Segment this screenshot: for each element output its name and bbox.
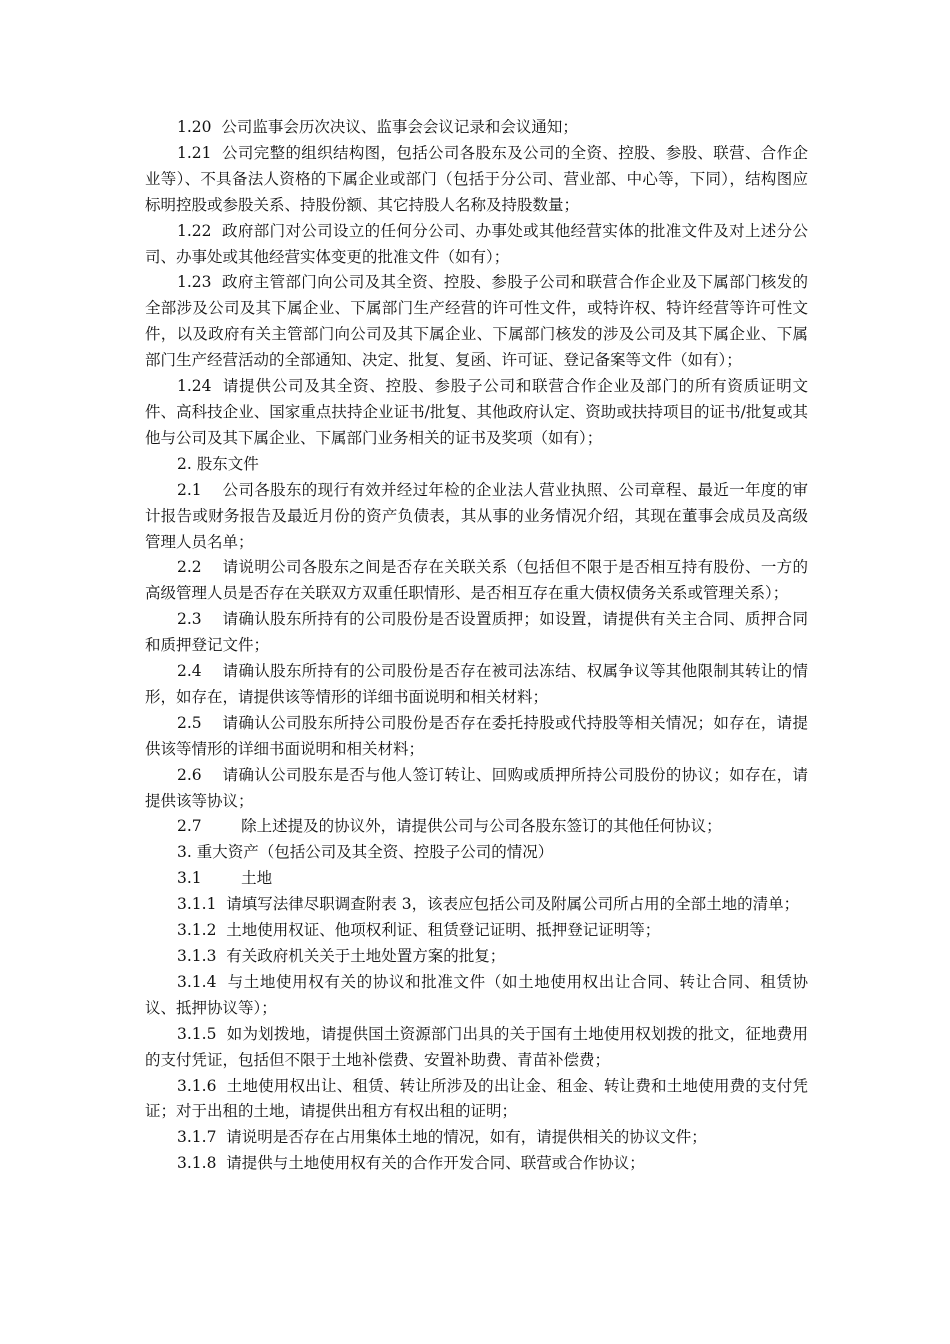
paragraph-2-7: 2.7 除上述提及的协议外，请提供公司与公司各股东签订的其他任何协议； — [177, 817, 722, 836]
paragraph-3-1-8: 3.1.8 请提供与土地使用权有关的合作开发合同、联营或合作协议； — [177, 1154, 645, 1173]
paragraph-2-3: 2.3 请确认股东所持有的公司股份是否设置质押；如设置，请提供有关主合同、质押合同和质押登记文件； — [145, 610, 808, 655]
paragraph-1-24: 1.24 请提供公司及其全资、控股、参股子公司和联营合作企业及部门的所有资质证明文件、高科技企业、国家重点扶持企业证书/批复、其他政府认定、资助或扶持项目的证书/批复或其他与公司及其下属企业、下属部门业务相关的证书及奖项（如有）； — [145, 377, 808, 447]
paragraph-3-1-5: 3.1.5 如为划拨地，请提供国土资源部门出具的关于国有土地使用权划拨的批文，征地费用的支付凭证，包括但不限于土地补偿费、安置补助费、青苗补偿费； — [145, 1024, 808, 1069]
paragraph-3-1-6: 3.1.6 土地使用权出让、租赁、转让所涉及的出让金、租金、转让费和土地使用费的支付凭证；对于出租的土地，请提供出租方有权出租的证明； — [145, 1076, 808, 1121]
paragraph-2-6: 2.6 请确认公司股东是否与他人签订转让、回购或质押所持公司股份的协议；如存在，请提供该等协议； — [145, 765, 808, 810]
paragraph-3-1-3: 3.1.3 有关政府机关关于土地处置方案的批复； — [177, 947, 506, 965]
paragraph-1-22: 1.22 政府部门对公司设立的任何分公司、办事处或其他经营实体的批准文件及对上述分公司、办事处或其他经营实体变更的批准文件（如有）； — [145, 221, 808, 266]
paragraph-2-5: 2.5 请确认公司股东所持公司股份是否存在委托持股或代持股等相关情况；如存在，请提供该等情形的详细书面说明和相关材料； — [145, 713, 808, 758]
section-heading-3: 3. 重大资产（包括公司及其全资、控股子公司的情况） — [177, 843, 554, 862]
paragraph-1-20: 1.20 公司监事会历次决议、监事会会议记录和会议通知； — [177, 118, 578, 136]
section-heading-2: 2. 股东文件 — [177, 454, 259, 473]
paragraph-1-23: 1.23 政府主管部门向公司及其全资、控股、参股子公司和联营合作企业及下属部门核发的全部涉及公司及其下属企业、下属部门生产经营的许可性文件，或特许权、特许经营等许可性文件，以及政府有关主管部门向公司及其下属企业、下属部门核发的涉及公司及其下属企业、下属部门生产经营活动的全部通知、决定、批复、复函、许可证、登记备案等文件（如有）； — [145, 273, 808, 370]
document-body — [145, 115, 808, 1177]
subsection-heading-3-1: 3.1 土地 — [177, 869, 273, 888]
paragraph-2-4: 2.4 请确认股东所持有的公司股份是否存在被司法冻结、权属争议等其他限制其转让的情形，如存在，请提供该等情形的详细书面说明和相关材料； — [145, 662, 808, 706]
paragraph-2-1: 2.1 公司各股东的现行有效并经过年检的企业法人营业执照、公司章程、最近一年度的审计报告或财务报告及最近月份的资产负债表，其从事的业务情况介绍，其现在董事会成员及高级管理人员名单； — [145, 480, 808, 551]
paragraph-3-1-2: 3.1.2 土地使用权证、他项权利证、租赁登记证明、抵押登记证明等； — [177, 921, 661, 940]
paragraph-3-1-4: 3.1.4 与土地使用权有关的协议和批准文件（如土地使用权出让合同、转让合同、租赁协议、抵押协议等）； — [145, 972, 808, 1017]
paragraph-2-2: 2.2 请说明公司各股东之间是否存在关联关系（包括但不限于是否相互持有股份、一方的高级管理人员是否存在关联双方双重任职情形、是否相互存在重大债权债务关系或管理关系）； — [145, 558, 808, 603]
paragraph-3-1-1: 3.1.1 请填写法律尽职调查附表 3，该表应包括公司及附属公司所占用的全部土地的清单； — [177, 895, 800, 914]
paragraph-3-1-7: 3.1.7 请说明是否存在占用集体土地的情况，如有，请提供相关的协议文件； — [177, 1128, 707, 1147]
paragraph-1-21: 1.21 公司完整的组织结构图，包括公司各股东及公司的全资、控股、参股、联营、合作企业等）、不具备法人资格的下属企业或部门（包括于分公司、营业部、中心等，下同），结构图应标明控股或参股关系、持股份额、其它持股人名称及持股数量； — [145, 143, 808, 214]
